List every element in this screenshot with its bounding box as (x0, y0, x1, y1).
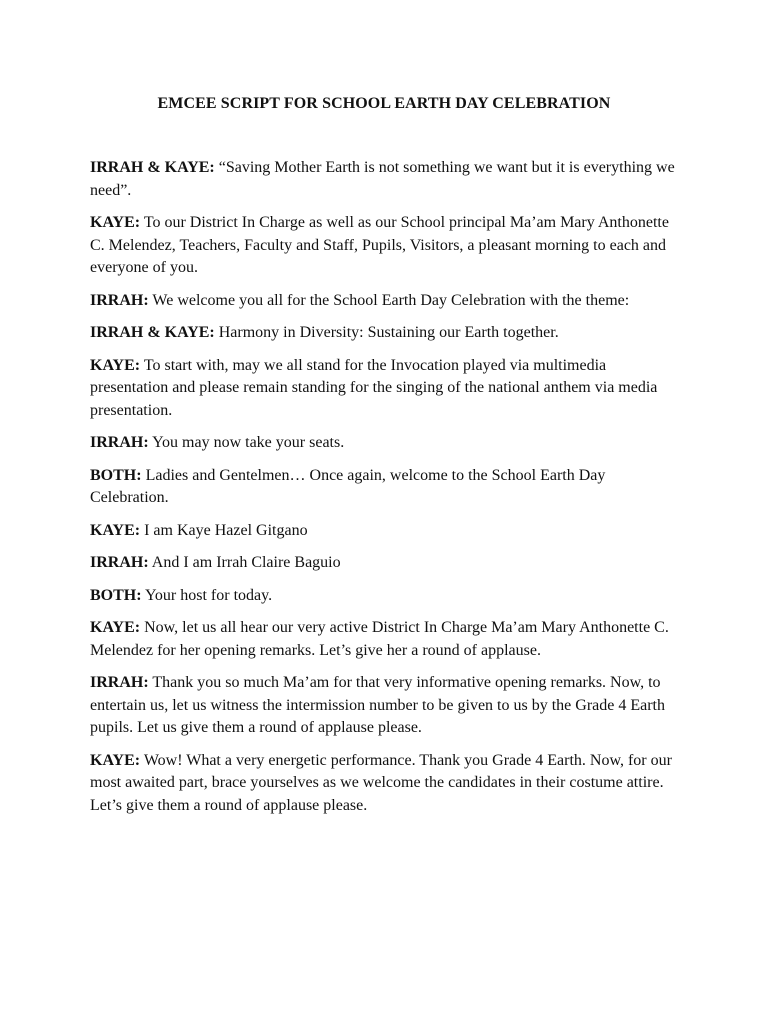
script-line-2 (90, 212, 680, 280)
script-body (90, 157, 680, 827)
script-line-5 (90, 355, 680, 423)
script-line-1 (90, 157, 680, 202)
script-line-8 (90, 520, 680, 543)
speaker-label: IRRAH & KAYE: (90, 159, 215, 176)
dialogue-text: Ladies and Gentelmen… Once again, welcome to the School Earth Day Celebration. (90, 466, 606, 506)
script-line-13 (90, 750, 680, 818)
script-line-12 (90, 672, 680, 740)
script-line-11 (90, 617, 680, 662)
dialogue-text: I am Kaye Hazel Gitgano (144, 521, 308, 539)
speaker-label: IRRAH: (90, 434, 149, 451)
speaker-label: IRRAH: (90, 554, 149, 571)
script-line-3 (90, 290, 680, 313)
speaker-label: KAYE: (90, 751, 141, 769)
speaker-label: BOTH: (90, 586, 142, 604)
dialogue-text: “Saving Mother Earth is not something we want but it is everything we need”. (90, 159, 675, 199)
speaker-label: KAYE: (90, 521, 141, 539)
script-line-10 (90, 585, 680, 608)
dialogue-text: Now, let us all hear our very active District In Charge Ma’am Mary Anthonette C. Melendez for her opening remarks. Let’s give her a round of applause. (90, 619, 669, 659)
speaker-label: KAYE: (90, 356, 141, 374)
dialogue-text: And I am Irrah Claire Baguio (151, 554, 341, 571)
script-line-7 (90, 465, 680, 510)
dialogue-text: Your host for today. (144, 586, 273, 604)
script-line-6 (90, 432, 680, 455)
document-title: EMCEE SCRIPT FOR SCHOOL EARTH DAY CELEBRATION (157, 95, 611, 112)
script-line-9 (90, 552, 680, 575)
dialogue-text: Harmony in Diversity: Sustaining our Earth together. (218, 324, 559, 341)
speaker-label: IRRAH: (90, 674, 149, 691)
speaker-label: BOTH: (90, 466, 142, 484)
script-line-4 (90, 322, 680, 345)
dialogue-text: We welcome you all for the School Earth Day Celebration with the theme: (152, 291, 630, 309)
dialogue-text: You may now take your seats. (152, 434, 345, 451)
dialogue-text: Thank you so much Ma’am for that very informative opening remarks. Now, to entertain us, let us witness the intermission number to be given to us by the Grade 4 Earth pupils. Let us give them a round of applause please. (90, 674, 665, 736)
speaker-label: KAYE: (90, 214, 141, 231)
speaker-label: IRRAH: (90, 291, 149, 309)
speaker-label: IRRAH & KAYE: (90, 324, 215, 341)
dialogue-text: To our District In Charge as well as our School principal Ma’am Mary Anthonette C. Melendez, Teachers, Faculty and Staff, Pupils, Visitors, a pleasant morning to each and everyone of you. (90, 214, 669, 276)
dialogue-text: Wow! What a very energetic performance. Thank you Grade 4 Earth. Now, for our most awaited part, brace yourselves as we welcome the candidates in their costume attire. Let’s give them a round of applause please. (90, 751, 672, 814)
dialogue-text: To start with, may we all stand for the Invocation played via multimedia presentation and please remain standing for the singing of the national anthem via media presentation. (90, 356, 658, 419)
speaker-label: KAYE: (90, 619, 141, 636)
